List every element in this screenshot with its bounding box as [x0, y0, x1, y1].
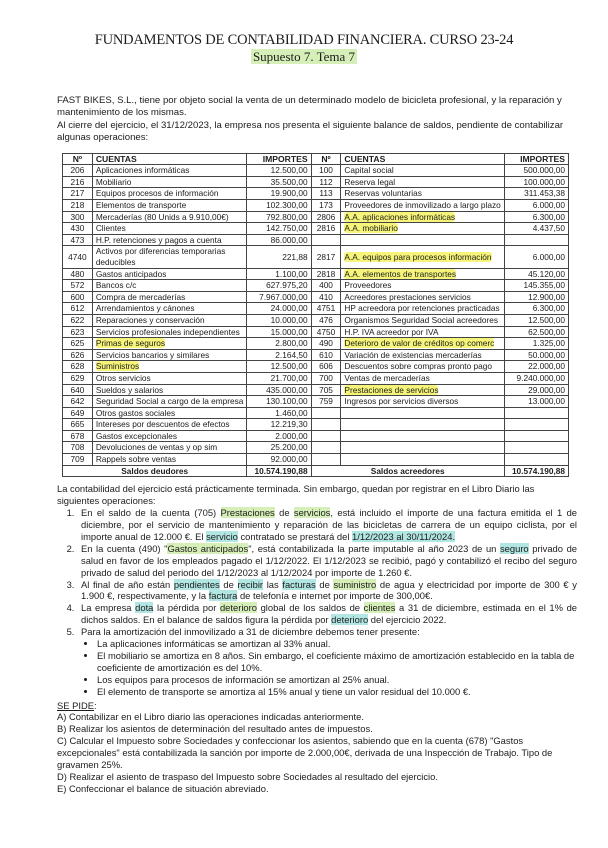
table-row — [63, 349, 569, 361]
account-name — [92, 176, 247, 188]
account-amount: 92.000,00 — [247, 454, 311, 466]
account-name-text: A.A. mobiliario — [344, 223, 398, 234]
account-name-text: Acreedores prestaciones servicios — [344, 291, 471, 302]
table-row — [63, 314, 569, 326]
table-row — [63, 188, 569, 200]
account-number: 218 — [63, 200, 93, 212]
text-segment: privado de salud en favor de los empleados pagado el 1/12/2022. El 1/12/2023 se recibió, pagó y contabilizó el recibo del seguro privado de salud del periodo del 1/12/2023 al 1/12/2024 por importe de 1.260 €. — [81, 542, 578, 578]
account-name-text: Proveedores de inmovilizado a largo plazo — [344, 200, 501, 210]
column-header: IMPORTES — [247, 153, 311, 165]
account-name-text: Aplicaciones informáticas — [95, 165, 190, 176]
document-subtitle: Supuesto 7. Tema 7 — [252, 49, 356, 64]
table-row — [63, 268, 569, 280]
text-segment: de — [274, 507, 294, 519]
account-amount: 25.200,00 — [247, 442, 311, 454]
account-name-text: Clientes — [95, 223, 126, 234]
account-number: 623 — [63, 326, 93, 338]
account-name-text: Devoluciones de ventas y op sim — [95, 442, 218, 453]
text-segment: En el saldo de la cuenta (705) — [81, 507, 221, 519]
account-name — [92, 349, 247, 361]
account-amount: 12.500,00 — [504, 314, 568, 326]
requirements-list — [57, 711, 577, 794]
account-name — [341, 454, 504, 466]
account-name-text: Variación de existencias mercaderías — [344, 349, 482, 360]
account-name — [92, 326, 247, 338]
account-name-text: Organismos Seguridad Social acreedores — [344, 314, 498, 325]
account-number: 410 — [311, 291, 341, 303]
account-number: 206 — [63, 165, 93, 177]
account-name — [92, 430, 247, 442]
account-number: 4740 — [63, 246, 93, 268]
account-number: 629 — [63, 372, 93, 384]
account-name — [341, 268, 504, 280]
account-amount — [504, 234, 568, 246]
table-row — [63, 372, 569, 384]
table-row — [63, 419, 569, 431]
account-name — [341, 234, 504, 246]
account-number: 480 — [63, 268, 93, 280]
highlighted-text: facturas — [282, 578, 316, 590]
account-name-text: Reserva legal — [344, 176, 396, 187]
intro-paragraph: FAST BIKES, S.L., tiene por objeto social la venta de un determinado modelo de bicicleta profesional, y la reparación y mantenimiento de los mismas. — [57, 95, 562, 119]
highlighted-text: Prestaciones — [220, 507, 275, 519]
account-number: 100 — [311, 165, 341, 177]
amortization-item: • Los equipos para procesos de información se amortizan al 25% anual. — [97, 674, 577, 686]
account-name — [341, 314, 504, 326]
text-segment: de agua y electricidad por importe de 300 € y 1.900 €, respectivamente, y la — [81, 578, 577, 602]
account-amount: 130.100,00 — [247, 396, 311, 408]
operations-list — [57, 507, 577, 638]
account-number — [311, 419, 341, 431]
table-row — [63, 165, 569, 177]
account-name — [92, 372, 247, 384]
document-subtitle-line — [0, 49, 608, 65]
se-pide-heading: SE PIDE — [57, 699, 94, 711]
balance-table — [62, 153, 569, 478]
account-amount: 19.900,00 — [247, 188, 311, 200]
account-number: 112 — [311, 176, 341, 188]
text-segment: de telefonía e internet por importe de 300,00€. — [237, 590, 433, 602]
account-number: 665 — [63, 419, 93, 431]
table-row — [63, 246, 569, 268]
account-amount: 2.000,00 — [247, 430, 311, 442]
account-name — [92, 454, 247, 466]
requirement-item: D) Realizar el asiento de traspaso del Impuesto sobre Sociedades al resultado del ejercicio. — [57, 771, 438, 782]
highlighted-text: servicios — [293, 507, 331, 519]
highlighted-text: servicio — [206, 530, 238, 542]
table-row — [63, 396, 569, 408]
account-amount: 145.355,00 — [504, 280, 568, 292]
account-amount: 792.800,00 — [247, 211, 311, 223]
account-amount — [504, 430, 568, 442]
column-header: CUENTAS — [341, 153, 504, 165]
account-number: 2816 — [311, 223, 341, 235]
account-number: 430 — [63, 223, 93, 235]
requirement-item: B) Realizar los asientos de determinación del resultado antes de impuestos. — [57, 723, 373, 735]
account-name-text: Proveedores — [344, 280, 392, 291]
table-row — [63, 454, 569, 466]
account-name — [341, 338, 504, 350]
account-name-text: H.P. IVA acreedor por IVA — [344, 326, 439, 337]
account-number: 606 — [311, 361, 341, 373]
text-segment: de — [219, 578, 238, 590]
account-name — [92, 223, 247, 235]
account-amount: 13.000,00 — [504, 396, 568, 408]
account-amount: 45.120,00 — [504, 268, 568, 280]
account-name-text: Gastos anticipados — [95, 268, 167, 279]
account-amount: 15.000,00 — [247, 326, 311, 338]
account-amount: 29.000,00 — [504, 384, 568, 396]
account-name — [92, 188, 247, 200]
account-number — [311, 407, 341, 419]
account-number: 217 — [63, 188, 93, 200]
account-amount: 12.219,30 — [247, 419, 311, 431]
table-row — [63, 384, 569, 396]
account-name-text: Gastos excepcionales — [95, 430, 177, 441]
account-amount: 435.000,00 — [247, 384, 311, 396]
account-name — [341, 396, 504, 408]
account-name-text: HP acreedora por retenciones practicadas — [344, 303, 500, 314]
operation-item — [77, 543, 577, 579]
account-number: 708 — [63, 442, 93, 454]
account-name — [341, 384, 504, 396]
account-name-text: Arrendamientos y cánones — [95, 303, 195, 314]
table-row — [63, 361, 569, 373]
table-row — [63, 211, 569, 223]
account-amount: 102.300,00 — [247, 200, 311, 212]
account-amount: 1.100,00 — [247, 268, 311, 280]
text-segment: Al final de año están — [81, 578, 174, 590]
account-name-text: Seguridad Social a cargo de la empresa — [95, 396, 244, 407]
account-number: 626 — [63, 349, 93, 361]
account-name — [341, 349, 504, 361]
se-pide-line: SE PIDE: — [57, 699, 97, 711]
total-debit-label: Saldos deudores — [63, 465, 247, 477]
account-number: 628 — [63, 361, 93, 373]
account-name — [92, 234, 247, 246]
account-name — [92, 211, 247, 223]
operation-item — [77, 507, 577, 543]
highlighted-text: recibir — [237, 578, 264, 590]
account-name-text: A.A. equipos para procesos información — [344, 251, 492, 262]
account-name — [341, 246, 504, 268]
highlighted-text: seguro — [499, 542, 529, 554]
operations-section — [57, 483, 577, 795]
requirement-item: A) Contabilizar en el Libro diario las operaciones indicadas anteriormente. — [57, 711, 364, 723]
text-segment: En la cuenta (490) " — [81, 542, 168, 554]
account-name — [341, 223, 504, 235]
account-name — [341, 176, 504, 188]
highlighted-text: suministro — [333, 578, 377, 590]
account-name — [92, 200, 247, 212]
account-name-text: Capital social — [344, 165, 394, 176]
account-number: 4751 — [311, 303, 341, 315]
account-name-text: Intereses por descuentos de efectos — [95, 419, 230, 430]
table-row — [63, 303, 569, 315]
text-segment: La empresa — [81, 602, 136, 614]
account-number: 113 — [311, 188, 341, 200]
account-name — [341, 303, 504, 315]
account-number: 642 — [63, 396, 93, 408]
account-number: 700 — [311, 372, 341, 384]
account-name-text: Otros gastos sociales — [95, 407, 176, 418]
account-amount: 4.437,50 — [504, 223, 568, 235]
account-name — [92, 291, 247, 303]
column-header: CUENTAS — [92, 153, 247, 165]
account-amount: 311.453,38 — [504, 188, 568, 200]
account-name — [92, 361, 247, 373]
amortization-list — [57, 638, 577, 698]
account-number: 473 — [63, 234, 93, 246]
requirement-item: C) Calcular el Impuesto sobre Sociedades y confeccionar los asientos, sabiendo que en la cuenta (678) "Gastos excepcionales" está contabilizada la sanción por importe de 2.000,00€, derivada de una Inspección de Trabajo. Tipo de gravamen 25%. — [57, 735, 553, 771]
table-row — [63, 407, 569, 419]
account-name — [341, 291, 504, 303]
text-segment: , está incluido el importe de una factura emitida el 1 de diciembre, por el servicio de mantenimiento y reparación de las bicicletas de carrera de un equipo ciclista, por el importe anual de 12.000 €. El — [81, 507, 578, 542]
account-amount: 627.975,20 — [247, 280, 311, 292]
amortization-item: • El elemento de transporte se amortiza al 15% anual y tiene un valor residual del 10.000 €. — [97, 686, 577, 698]
account-name-text: Mobiliario — [95, 176, 132, 187]
account-name-text: Suministros — [95, 361, 140, 372]
highlighted-text: pendientes — [173, 578, 220, 590]
account-name — [92, 314, 247, 326]
requirement-item: E) Confeccionar el balance de situación abreviado. — [57, 782, 269, 794]
total-credit: 10.574.190,88 — [504, 465, 568, 477]
account-number: 709 — [63, 454, 93, 466]
balance-table-wrapper — [62, 153, 577, 478]
account-amount: 24.000,00 — [247, 303, 311, 315]
text-segment: a 31 de diciembre, estimada en el 1% de dichos saldos. En el balance de saldos figura la pérdida por — [81, 602, 577, 626]
highlighted-text: clientes — [363, 602, 396, 614]
account-name — [341, 442, 504, 454]
total-credit-label: Saldos acreedores — [311, 465, 504, 477]
account-name-text: Sueldos y salarios — [95, 384, 164, 395]
account-amount: 142.750,00 — [247, 223, 311, 235]
text-segment: contratado se prestará del — [237, 530, 353, 542]
account-name-text: Elementos de transporte — [95, 200, 187, 210]
totals-row — [63, 465, 569, 477]
account-name-text: Compra de mercaderías — [95, 291, 186, 302]
account-name-text: H.P. retenciones y pagos a cuenta — [95, 234, 222, 245]
account-number: 649 — [63, 407, 93, 419]
account-amount: 1.460,00 — [247, 407, 311, 419]
account-number: 476 — [311, 314, 341, 326]
text-segment: global de los saldos de — [256, 602, 364, 614]
account-name — [341, 372, 504, 384]
highlighted-text: factura — [208, 590, 238, 602]
account-amount: 12.500,00 — [247, 165, 311, 177]
account-number: 490 — [311, 338, 341, 350]
account-name — [341, 430, 504, 442]
account-amount: 500.000,00 — [504, 165, 568, 177]
account-amount: 62.500,00 — [504, 326, 568, 338]
account-number: 600 — [63, 291, 93, 303]
table-row — [63, 338, 569, 350]
account-amount: 2.800,00 — [247, 338, 311, 350]
account-name — [341, 407, 504, 419]
account-number: 622 — [63, 314, 93, 326]
account-name-text: Primas de seguros — [95, 338, 165, 349]
account-number: 640 — [63, 384, 93, 396]
account-amount: 35.500,00 — [247, 176, 311, 188]
column-header: Nº — [311, 153, 341, 165]
account-name — [92, 165, 247, 177]
account-amount: 6.300,00 — [504, 303, 568, 315]
table-row — [63, 442, 569, 454]
account-number: 610 — [311, 349, 341, 361]
account-name-text: A.A. elementos de transportes — [344, 268, 457, 279]
account-amount: 9.240.000,00 — [504, 372, 568, 384]
operations-lead: La contabilidad del ejercicio está prácticamente terminada. Sin embargo, quedan por registrar en el Libro Diario las siguientes operaciones: — [57, 483, 535, 507]
operation-item — [77, 602, 577, 626]
account-number: 705 — [311, 384, 341, 396]
account-name — [92, 303, 247, 315]
account-name — [92, 246, 247, 268]
account-name — [92, 396, 247, 408]
account-name — [341, 280, 504, 292]
table-row — [63, 291, 569, 303]
account-name — [341, 419, 504, 431]
account-number: 678 — [63, 430, 93, 442]
account-name — [92, 280, 247, 292]
account-name-text: Servicios bancarios y similares — [95, 349, 210, 360]
account-amount — [504, 419, 568, 431]
table-row — [63, 223, 569, 235]
table-row — [63, 280, 569, 292]
account-name — [92, 384, 247, 396]
operation-item — [77, 626, 577, 638]
highlighted-text: deterioro — [331, 614, 369, 626]
account-amount: 2.164,50 — [247, 349, 311, 361]
table-row — [63, 430, 569, 442]
intro-paragraph: Al cierre del ejercicio, el 31/12/2023, la empresa nos presenta el siguiente balance de saldos, pendiente de contabilizar algunas operaciones: — [57, 119, 564, 144]
account-amount — [504, 442, 568, 454]
text-segment: la pérdida por — [153, 602, 220, 614]
account-name-text: Deterioro de valor de créditos op comerc — [344, 338, 495, 349]
account-name — [92, 407, 247, 419]
account-name — [341, 165, 504, 177]
account-amount: 6.300,00 — [504, 211, 568, 223]
account-name-text: Bancos c/c — [95, 280, 137, 291]
account-name — [92, 268, 247, 280]
account-name-text: Activos por diferencias temporarias deducibles — [95, 246, 226, 267]
account-number: 572 — [63, 280, 93, 292]
column-header: Nº — [63, 153, 93, 165]
account-number: 2817 — [311, 246, 341, 268]
account-name — [341, 361, 504, 373]
intro — [57, 95, 577, 145]
account-amount: 12.900,00 — [504, 291, 568, 303]
text-segment: de — [315, 578, 334, 590]
account-amount — [504, 454, 568, 466]
account-name — [92, 338, 247, 350]
account-number: 625 — [63, 338, 93, 350]
account-number: 216 — [63, 176, 93, 188]
highlighted-text: 1/12/2023 al 30/11/2024. — [352, 530, 456, 542]
account-amount: 21.700,00 — [247, 372, 311, 384]
operation-item — [77, 579, 577, 603]
account-amount: 86.000,00 — [247, 234, 311, 246]
highlighted-text: Gastos anticipados — [167, 542, 249, 554]
account-number: 300 — [63, 211, 93, 223]
account-number: 2806 — [311, 211, 341, 223]
amortization-item: • La aplicaciones informáticas se amortizan al 33% anual. — [97, 638, 577, 650]
account-name-text: Otros servicios — [95, 372, 151, 383]
account-amount: 6.000,00 — [504, 200, 568, 212]
account-number: 759 — [311, 396, 341, 408]
account-amount: 50.000,00 — [504, 349, 568, 361]
account-number: 612 — [63, 303, 93, 315]
account-name-text: Servicios profesionales independientes — [95, 326, 240, 337]
account-amount: 1.325,00 — [504, 338, 568, 350]
account-name-text: Equipos procesos de información — [95, 188, 219, 199]
account-amount: 221,88 — [247, 246, 311, 268]
account-name-text: Mercaderías (80 Unids a 9.910,00€) — [95, 211, 229, 222]
account-name-text: Reparaciones y conservación — [95, 314, 205, 325]
amortization-item: • El mobiliario se amortiza en 8 años. Sin embargo, el coeficiente máximo de amortización establecido en la tabla de coeficiente de amortización es del 10%. — [97, 650, 577, 674]
account-amount: 6.000,00 — [504, 246, 568, 268]
text-segment: Para la amortización del inmovilizado a 31 de diciembre debemos tener presente: — [81, 626, 420, 638]
highlighted-text: dota — [135, 602, 154, 614]
document-title: FUNDAMENTOS DE CONTABILIDAD FINANCIERA. CURSO 23-24 — [94, 32, 514, 48]
account-amount: 12.500,00 — [247, 361, 311, 373]
account-amount: 22.000,00 — [504, 361, 568, 373]
account-number: 173 — [311, 200, 341, 212]
table-header-row — [63, 153, 569, 165]
highlighted-text: deterioro — [219, 602, 257, 614]
account-name-text: Reservas voluntarias — [344, 188, 422, 199]
table-row — [63, 326, 569, 338]
account-amount: 7.967.000,00 — [247, 291, 311, 303]
account-name-text: Prestaciones de servicios — [344, 384, 439, 395]
account-number — [311, 442, 341, 454]
table-row — [63, 176, 569, 188]
account-name — [341, 200, 504, 212]
account-number — [311, 454, 341, 466]
text-segment: del ejercicio 2022. — [368, 614, 447, 626]
total-debit: 10.574.190,88 — [247, 465, 311, 477]
text-segment: las — [263, 578, 283, 590]
account-name-text: Ventas de mercaderías — [344, 372, 430, 383]
text-segment: ", está contabilizada la parte imputable al año 2023 de un — [248, 542, 500, 554]
account-number: 4750 — [311, 326, 341, 338]
account-name — [92, 442, 247, 454]
account-name — [341, 326, 504, 338]
account-name-text: A.A. aplicaciones informáticas — [344, 211, 456, 222]
table-row — [63, 200, 569, 212]
account-amount: 10.000,00 — [247, 314, 311, 326]
account-name — [92, 419, 247, 431]
account-name-text: Rappels sobre ventas — [95, 454, 177, 465]
account-number — [311, 430, 341, 442]
account-name — [341, 211, 504, 223]
account-name — [341, 188, 504, 200]
account-name-text: Descuentos sobre compras pronto pago — [344, 361, 492, 372]
account-amount — [504, 407, 568, 419]
column-header: IMPORTES — [504, 153, 568, 165]
table-row — [63, 234, 569, 246]
account-name-text: Ingresos por servicios diversos — [344, 396, 459, 407]
account-amount: 100.000,00 — [504, 176, 568, 188]
account-number — [311, 234, 341, 246]
account-number: 400 — [311, 280, 341, 292]
account-number: 2818 — [311, 268, 341, 280]
